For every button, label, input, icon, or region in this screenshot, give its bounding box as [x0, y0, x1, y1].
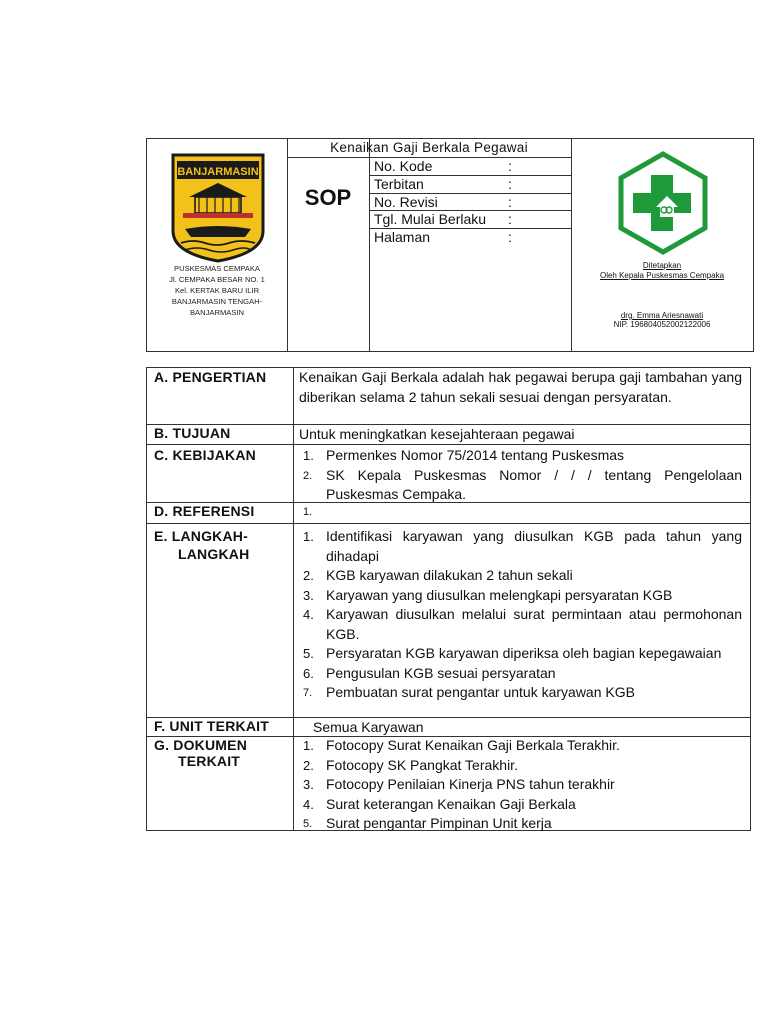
- list-item: [299, 586, 742, 606]
- document-title: Kenaikan Gaji Berkala Pegawai: [330, 140, 528, 155]
- list-number: 3.: [303, 777, 314, 792]
- org-address-kelurahan: Kel. KERTAK BARU ILIR: [174, 286, 260, 295]
- section-d-title: D. REFERENSI: [154, 503, 255, 519]
- meta-colon: :: [508, 176, 512, 192]
- list-text: Surat pengantar Pimpinan Unit kerja: [326, 815, 552, 831]
- organization-address: [147, 263, 287, 318]
- list-number: 3.: [303, 587, 314, 603]
- list-item: [299, 466, 742, 505]
- list-item: [299, 527, 742, 566]
- meta-label: No. Kode: [374, 158, 433, 174]
- sop-content-table: [146, 367, 751, 831]
- signatory-name: drg. Emma Ariesnawati: [620, 311, 704, 320]
- section-a-text: Kenaikan Gaji Berkala adalah hak pegawai berupa gaji tambahan yang diberikan selama 2 tahun sekali sesuai dengan persyaratan.: [299, 369, 742, 405]
- section-a-title: A. PENGERTIAN: [154, 369, 267, 385]
- org-address-city: BANJARMASIN: [189, 308, 244, 317]
- list-item: [299, 566, 742, 586]
- list-number: 1.: [303, 529, 314, 544]
- puskesmas-logo: [611, 151, 715, 260]
- sop-header-table: [146, 138, 754, 352]
- list-number: 2.: [303, 469, 313, 482]
- section-g-list: [299, 736, 742, 834]
- section-b-text: Untuk meningkatkan kesejahteraan pegawai: [299, 426, 575, 442]
- org-address-street: Jl. CEMPAKA BESAR NO. 1: [169, 275, 265, 284]
- list-text: Fotocopy Surat Kenaikan Gaji Berkala Terakhir.: [326, 737, 620, 753]
- list-text: SK Kepala Puskesmas Nomor / / / tentang Pengelolaan Puskesmas Cempaka.: [326, 466, 742, 502]
- list-number: 6.: [303, 665, 314, 681]
- list-item: [299, 756, 742, 776]
- list-item: [299, 683, 742, 703]
- approval-line-ditetapkan: Ditetapkan: [642, 261, 682, 270]
- section-e-list: [299, 527, 742, 703]
- list-item: [299, 795, 742, 815]
- meta-colon: :: [508, 211, 512, 227]
- org-address-kecamatan: BANJARMASIN TENGAH-: [171, 297, 263, 306]
- list-number: 2.: [303, 757, 314, 773]
- section-c-list: [299, 446, 742, 505]
- list-text: Fotocopy Penilaian Kinerja PNS tahun terakhir: [326, 776, 615, 792]
- approval-label-2: [571, 271, 753, 281]
- list-number: 1.: [303, 506, 313, 518]
- section-c-title: C. KEBIJAKAN: [154, 447, 256, 463]
- list-number: 5.: [303, 646, 314, 661]
- meta-row-terbitan: [374, 176, 570, 193]
- org-name: PUSKESMAS CEMPAKA: [174, 264, 260, 273]
- signatory-nip: NIP. 196804052002122006: [613, 320, 711, 329]
- list-number: 7.: [303, 687, 313, 699]
- section-g-title: G. DOKUMEN: [154, 737, 247, 753]
- list-item: [299, 775, 742, 795]
- list-text: KGB karyawan dilakukan 2 tahun sekali: [326, 567, 573, 583]
- list-text: Pembuatan surat pengantar untuk karyawan KGB: [326, 684, 635, 700]
- list-text: Karyawan yang diusulkan melengkapi persyaratan KGB: [326, 586, 673, 603]
- list-number: 4.: [303, 607, 314, 622]
- logo-text: BANJARMASIN: [177, 166, 259, 178]
- meta-colon: :: [508, 158, 512, 174]
- list-item: [299, 736, 742, 756]
- section-e-title-2: LANGKAH: [178, 546, 250, 562]
- list-number: 4.: [303, 796, 314, 812]
- list-number: 2.: [303, 568, 314, 583]
- section-f-title: F. UNIT TERKAIT: [154, 718, 269, 734]
- meta-colon: :: [508, 229, 512, 245]
- meta-label: Terbitan: [374, 176, 424, 192]
- approval-cell: [571, 139, 753, 351]
- meta-row-tanggal: [374, 211, 570, 228]
- meta-row-halaman: [374, 229, 570, 246]
- approval-label: [571, 261, 753, 271]
- list-text: Surat keterangan Kenaikan Gaji Berkala: [326, 795, 576, 812]
- approval-line-oleh: Oleh Kepala Puskesmas Cempaka: [599, 271, 725, 280]
- section-f-text: Semua Karyawan: [313, 719, 424, 735]
- list-text: Identifikasi karyawan yang diusulkan KGB pada tahun yang dihadapi: [326, 528, 742, 564]
- section-b-title: B. TUJUAN: [154, 425, 231, 441]
- list-number: 1.: [303, 738, 314, 753]
- section-e-title: E. LANGKAH-: [154, 528, 248, 544]
- list-item: [299, 664, 742, 684]
- meta-colon: :: [508, 194, 512, 210]
- banjarmasin-logo: [169, 153, 267, 263]
- meta-label: Tgl. Mulai Berlaku: [374, 211, 487, 227]
- meta-row-revisi: [374, 194, 570, 211]
- list-item: [299, 644, 742, 664]
- sop-label: SOP: [304, 185, 352, 210]
- list-number: 1.: [303, 448, 314, 463]
- list-text: Permenkes Nomor 75/2014 tentang Puskesmas: [326, 447, 625, 463]
- meta-label: Halaman: [374, 229, 431, 245]
- section-g-title-2: TERKAIT: [178, 753, 241, 769]
- list-text: Fotocopy SK Pangkat Terakhir.: [326, 756, 518, 773]
- list-item: [299, 605, 742, 644]
- signatory-nip-wrap: [571, 320, 753, 330]
- list-text: Karyawan diusulkan melalui surat permintaan atau permohonan KGB.: [326, 606, 742, 642]
- list-text: Persyaratan KGB karyawan diperiksa oleh bagian kepegawaian: [326, 645, 722, 661]
- meta-label: No. Revisi: [374, 194, 438, 210]
- list-item: [299, 446, 742, 466]
- list-text: Pengusulan KGB sesuai persyaratan: [326, 664, 556, 681]
- list-number: 5.: [303, 818, 313, 830]
- meta-row-kode: [374, 158, 570, 175]
- list-item: [299, 814, 742, 834]
